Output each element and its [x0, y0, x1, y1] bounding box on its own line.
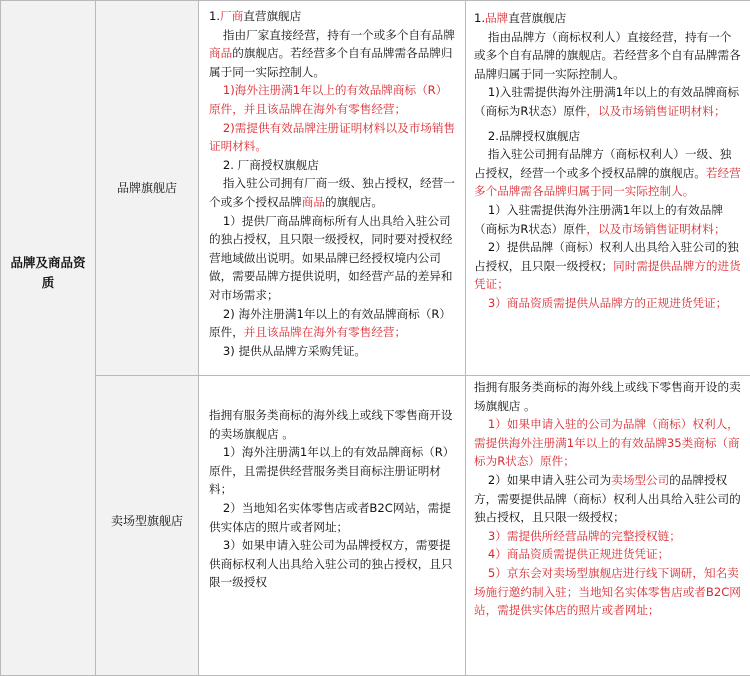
highlight-text: 3）商品资质需提供从品牌方的正规进货凭证；	[488, 296, 727, 310]
col4-text	[474, 28, 742, 84]
body-text: 2）如果申请入驻公司为	[488, 473, 611, 487]
highlight-text: 若经营多个品牌需各品牌归属于同一实际控制人。	[474, 166, 741, 199]
col3-text	[209, 26, 457, 82]
subtype-cell-brand	[96, 1, 199, 376]
factory-column	[199, 376, 466, 676]
subtype-label: 卖场型旗舰店	[96, 512, 198, 529]
col4-text	[474, 201, 742, 238]
table-row	[1, 1, 750, 376]
col3-text	[209, 406, 457, 443]
body-text: 3）如果申请入驻公司为品牌授权方，需要提供商标权利人出具给入驻公司的独占授权，且只限一级授权	[209, 538, 452, 589]
col4-text	[474, 527, 742, 546]
body-text: 直营旗舰店	[243, 9, 301, 23]
body-text: 2）当地知名实体零售店或者B2C网站，需提供实体店的照片或者网址；	[209, 501, 451, 534]
highlight-text: 3）需提供所经营品牌的完整授权链；	[488, 529, 681, 543]
category-cell	[1, 1, 96, 676]
body-text: 2.品牌授权旗舰店	[488, 129, 580, 143]
highlight-text: ，以及市场销售证明材料；	[586, 104, 725, 118]
body-text: 1）海外注册满1年以上的有效品牌商标（R）原件，且需提供经营服务类目商标注册证明材料；	[209, 445, 454, 496]
highlight-text: 4）商品资质需提供正规进货凭证；	[488, 547, 669, 561]
body-text: 指拥有服务类商标的海外线上或线下零售商开设的卖场旗舰店 。	[209, 408, 452, 441]
body-text: 的旗舰店。若经营多个自有品牌需各品牌归属于同一实际控制人。	[209, 46, 453, 79]
highlight-text: ，以及市场销售证明材料；	[586, 222, 725, 236]
highlight-text: 并且该品牌在海外有零售经营；	[244, 325, 406, 339]
col3-text	[209, 536, 457, 592]
col3-text	[209, 342, 457, 361]
highlight-text: 5）京东会对卖场型旗舰店进行线下调研，知名卖场施行邀约制入驻；当地知名实体零售店或者B2C网站，需提供实体店的照片或者网址；	[474, 566, 741, 617]
body-text: 指拥有服务类商标的海外线上或线下零售商开设的卖场旗舰店 。	[474, 380, 741, 413]
highlight-text: 品牌	[485, 11, 508, 25]
subtype-cell-store	[96, 376, 199, 676]
highlight-text: 商品	[209, 46, 232, 60]
col3-text	[209, 81, 457, 118]
spacer	[209, 382, 457, 394]
col3-text	[209, 443, 457, 499]
col3-text	[209, 212, 457, 305]
body-text: 1.	[209, 9, 220, 23]
col3-text	[209, 305, 457, 342]
subtype-label: 品牌旗舰店	[96, 179, 198, 196]
col3-text	[209, 119, 457, 156]
col3-heading-authorized	[209, 156, 457, 175]
body-text: 指由厂家直接经营，持有一个或多个自有品牌	[223, 28, 455, 42]
col3-text	[209, 174, 457, 211]
highlight-text: 1）如果申请入驻的公司为品牌（商标）权利人，需提供海外注册满1年以上的有效品牌35类商标（商标为R状态）原件；	[474, 417, 740, 468]
col4-text	[474, 564, 742, 620]
col4-text	[474, 415, 742, 471]
highlight-text: 卖场型公司	[611, 473, 669, 487]
highlight-text: 商品	[302, 195, 325, 209]
brand-column	[466, 376, 750, 676]
col4-text	[474, 83, 742, 120]
col3-text	[209, 499, 457, 536]
highlight-text: 同时需提供品牌方的进货凭证；	[474, 259, 741, 292]
col4-text	[474, 378, 742, 415]
body-text: 指入驻公司拥有品牌方（商标权利人）一级、独占授权，经营一个或多个授权品牌的旗舰店。	[474, 147, 731, 180]
col4-heading-brand	[474, 9, 742, 28]
col4-text	[474, 145, 742, 201]
category-label: 品牌及商品资质	[5, 253, 91, 293]
body-text: 的旗舰店。	[325, 195, 383, 209]
factory-column	[199, 1, 466, 376]
body-text: 1）提供厂商品牌商标所有人出具给入驻公司的独占授权，且只限一级授权，同时要对授权经营地域做出说明。如果品牌已经授权境内公司做，需要品牌方提供说明，如经营产品的差异和对市场需求；	[209, 214, 452, 302]
col4-text	[474, 238, 742, 294]
body-text: 2) 海外注册满1年以上的有效品牌商标（R）原件，	[209, 307, 451, 340]
brand-column	[466, 1, 750, 376]
col4-text	[474, 294, 742, 313]
body-text: 3) 提供从品牌方采购凭证。	[223, 344, 366, 358]
highlight-text: 1)海外注册满1年以上的有效品牌商标（R）原件，并且该品牌在海外有零售经营；	[209, 83, 447, 116]
body-text: 指入驻公司拥有厂商一级、独占授权，经营一个或多个授权品牌	[209, 176, 455, 209]
highlight-text: 厂商	[220, 9, 243, 23]
col3-heading-factory	[209, 7, 457, 26]
body-text: 1.	[474, 11, 485, 25]
body-text: 直营旗舰店	[508, 11, 566, 25]
body-text: 2. 厂商授权旗舰店	[223, 158, 319, 172]
col4-text	[474, 471, 742, 527]
spacer	[209, 394, 457, 406]
col4-text	[474, 545, 742, 564]
table-row	[1, 376, 750, 676]
body-text: 指由品牌方（商标权利人）直接经营，持有一个或多个自有品牌的旗舰店。若经营多个自有品牌需各品牌归属于同一实际控制人。	[474, 30, 741, 81]
col4-heading-authorized	[474, 127, 742, 146]
body-text: 2）提供品牌（商标）权利人出具给入驻公司的独占授权，且只限一级授权；	[474, 240, 739, 273]
body-text: 1）入驻需提供海外注册满1年以上的有效品牌（商标为R状态）原件	[474, 203, 723, 236]
highlight-text: 2)需提供有效品牌注册证明材料以及市场销售证明材料。	[209, 121, 455, 154]
body-text: 的品牌授权方，需要提供品牌（商标）权利人出具给入驻公司的独占授权，且只限一级授权；	[474, 473, 741, 524]
body-text: 1)入驻需提供海外注册满1年以上的有效品牌商标（商标为R状态）原件	[474, 85, 739, 118]
